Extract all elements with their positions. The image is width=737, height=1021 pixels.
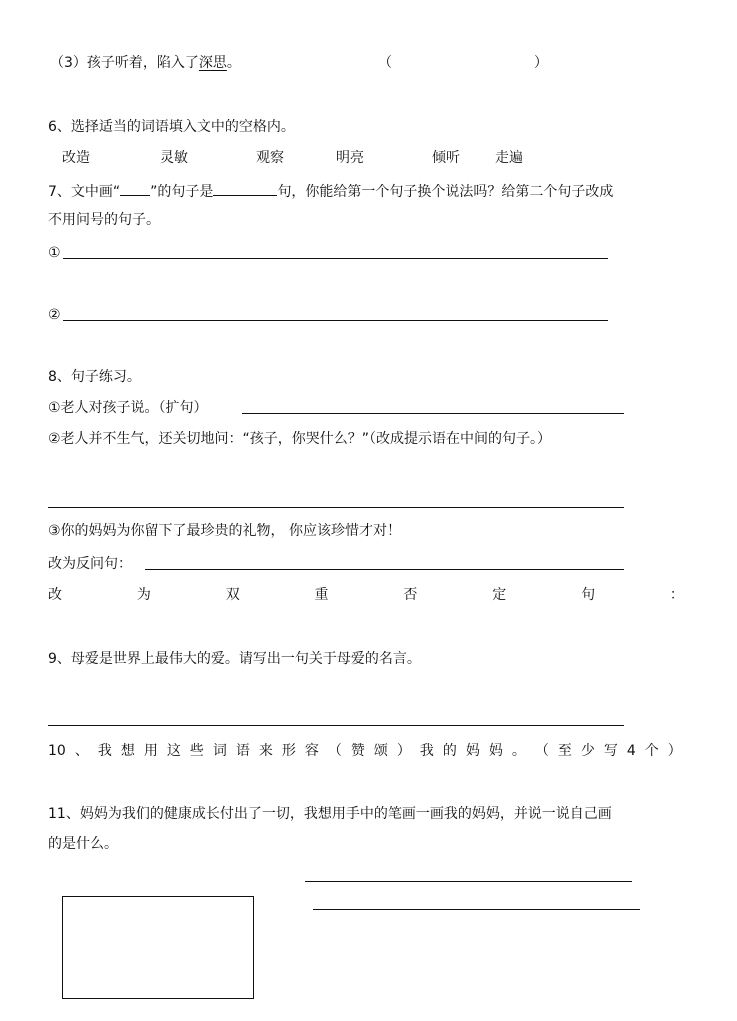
q10-char: 、 xyxy=(74,743,89,759)
q10-char: 至 xyxy=(557,743,572,759)
q7-line-2: 不用问号的句子。 xyxy=(48,212,160,228)
q10-char: ） xyxy=(396,743,411,759)
q6-word-2: 灵敏 xyxy=(160,150,188,166)
q10-char: 来 xyxy=(258,743,273,759)
q10-char: 这 xyxy=(166,743,181,759)
q6-word-3: 观察 xyxy=(256,150,284,166)
q8-rhetorical-label: 改为反问句： xyxy=(48,556,132,572)
q8-dn-char: 定 xyxy=(492,587,507,603)
q3-answer-paren-open: （ xyxy=(378,55,392,71)
q8-dn-char: 重 xyxy=(314,587,329,603)
q3-answer-paren-close: ） xyxy=(534,55,548,71)
q11-answer-line-2[interactable] xyxy=(313,909,640,910)
q10-char: 4 xyxy=(626,743,636,759)
q10-title xyxy=(48,742,682,760)
q3-prefix: （3）孩子听着，陷入了 xyxy=(50,55,199,71)
q10-char: ） xyxy=(667,743,682,759)
q8-dn-char: 为 xyxy=(136,587,151,603)
q10-char: 形 xyxy=(281,743,296,759)
q10-char: 写 xyxy=(603,743,618,759)
q7-mark-2: ② xyxy=(48,307,61,323)
q10-char: 妈 xyxy=(465,743,480,759)
q7-mark-1: ① xyxy=(48,245,61,261)
q7-answer-line-2[interactable] xyxy=(63,320,608,321)
q7-quote-blank[interactable] xyxy=(120,181,150,196)
q7-text-c: 句，你能给第一个句子换个说法吗？给第二个句子改成 xyxy=(277,184,614,200)
q10-char: 语 xyxy=(235,743,250,759)
q8-title: 8、句子练习。 xyxy=(48,369,141,385)
q7-line-1 xyxy=(48,181,613,201)
q11-line-1: 11、妈妈为我们的健康成长付出了一切，我想用手中的笔画一画我的妈妈，并说一说自己画 xyxy=(48,806,612,822)
q10-char: 用 xyxy=(143,743,158,759)
q9-answer-line[interactable] xyxy=(48,725,624,726)
q6-word-4: 明亮 xyxy=(336,150,364,166)
q11-drawing-box[interactable] xyxy=(62,896,254,999)
q8-dn-char: 双 xyxy=(225,587,240,603)
q8-item-1-answer-line[interactable] xyxy=(242,413,624,414)
q8-rhetorical-answer-line[interactable] xyxy=(145,569,624,570)
q8-item-3: ③你的妈妈为你留下了最珍贵的礼物， 你应该珍惜才对！ xyxy=(48,523,401,539)
q8-double-negative-label xyxy=(48,586,684,604)
q10-char: 妈 xyxy=(488,743,503,759)
q8-dn-char: ： xyxy=(669,587,684,603)
q7-answer-line-1[interactable] xyxy=(63,258,608,259)
q10-char: 容 xyxy=(304,743,319,759)
q11-answer-line-1[interactable] xyxy=(305,881,632,882)
q10-char: 10 xyxy=(48,743,66,759)
q8-item-2: ②老人并不生气，还关切地问：“孩子，你哭什么？”（改成提示语在中间的句子。） xyxy=(48,431,552,447)
q7-text-b: ”的句子是 xyxy=(150,184,214,200)
q7-type-blank[interactable] xyxy=(213,181,277,196)
q8-dn-char: 否 xyxy=(403,587,418,603)
q3-sentence xyxy=(50,54,241,72)
q10-char: 个 xyxy=(644,743,659,759)
q10-char: 。 xyxy=(511,743,526,759)
q6-word-5: 倾听 xyxy=(432,150,460,166)
q10-char: 我 xyxy=(97,743,112,759)
q10-char: 少 xyxy=(580,743,595,759)
q3-suffix: 。 xyxy=(226,55,241,71)
q10-char: 些 xyxy=(189,743,204,759)
q8-item-1: ①老人对孩子说。（扩句） xyxy=(48,400,208,416)
q6-title: 6、选择适当的词语填入文中的空格内。 xyxy=(48,119,295,135)
q11-line-2: 的是什么。 xyxy=(48,836,118,852)
q6-word-1: 改造 xyxy=(62,150,90,166)
q10-char: 想 xyxy=(120,743,135,759)
q8-item-2-answer-line[interactable] xyxy=(48,507,624,508)
q10-char: （ xyxy=(327,743,342,759)
q10-char: 颂 xyxy=(373,743,388,759)
q3-underlined-word: 深思 xyxy=(198,55,227,71)
q10-char: 的 xyxy=(442,743,457,759)
q8-dn-char: 改 xyxy=(48,587,62,603)
q7-text-a: 7、文中画“ xyxy=(48,184,121,200)
q10-char: 赞 xyxy=(350,743,365,759)
q10-char: 词 xyxy=(212,743,227,759)
q10-char: （ xyxy=(534,743,549,759)
q10-char: 我 xyxy=(419,743,434,759)
q8-dn-char: 句 xyxy=(581,587,596,603)
q9-title: 9、母爱是世界上最伟大的爱。请写出一句关于母爱的名言。 xyxy=(48,651,421,667)
q6-word-6: 走遍 xyxy=(495,150,523,166)
